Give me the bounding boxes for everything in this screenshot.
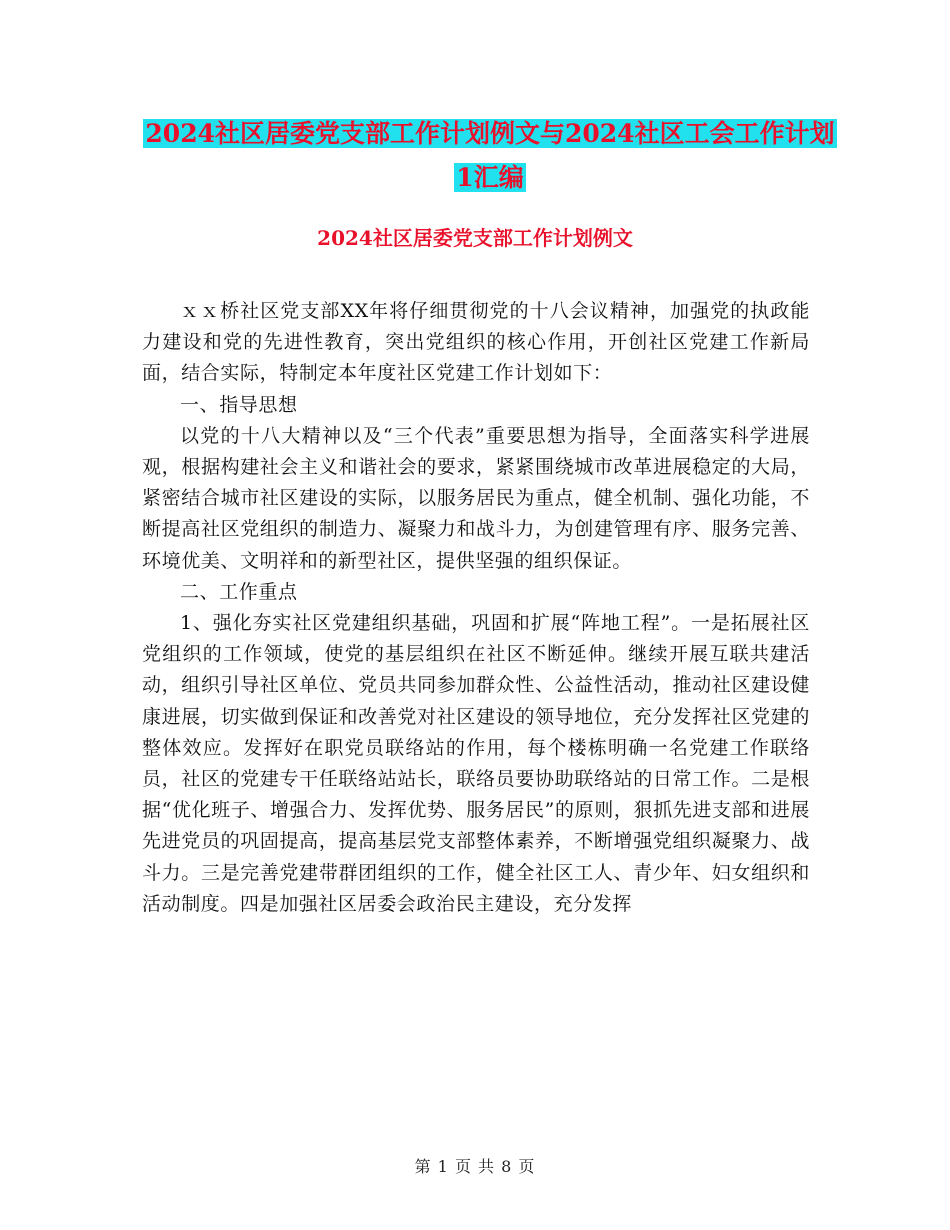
paragraph-guiding-ideology: 以党的十八大精神以及“三个代表”重要思想为指导，全面落实科学进展观，根据构建社会主义和谐社会的要求，紧紧围绕城市改革进展稳定的大局，紧密结合城市社区建设的实际，以服务居民为重点，健全机制、强化功能，不断提高社区党组织的制造力、凝聚力和战斗力，为创建管理有序、服务完善、环境优美、文明祥和的新型社区，提供坚强的组织保证。 bbox=[142, 424, 810, 572]
document-title-text: 2024社区居委党支部工作计划例文与2024社区工会工作计划 1汇编 bbox=[145, 119, 835, 192]
paragraph-intro: ｘｘ桥社区党支部XX年将仔细贯彻党的十八会议精神，加强党的执政能力建设和党的先进性教育，突出党组织的核心作用，开创社区党建工作新局面，结合实际，特制定本年度社区党建工作计划如下： bbox=[142, 300, 810, 385]
document-body bbox=[142, 296, 810, 920]
heading-guiding-ideology: 一、指导思想 bbox=[180, 393, 298, 416]
paragraph-work-focus-1: 1、强化夯实社区党建组织基础，巩固和扩展“阵地工程”。一是拓展社区党组织的工作领域，使党的基层组织在社区不断延伸。继续开展互联共建活动，组织引导社区单位、党员共同参加群众性、公益性活动，推动社区建设健康进展，切实做到保证和改善党对社区建设的领导地位，充分发挥社区党建的整体效应。发挥好在职党员联络站的作用，每个楼栋明确一名党建工作联络员，社区的党建专干任联络站站长，联络员要协助联络站的日常工作。二是根据“优化班子、增强合力、发挥优势、服务居民”的原则，狠抓先进支部和进展先进党员的巩固提高，提高基层党支部整体素养，不断增强党组织凝聚力、战斗力。三是完善党建带群团组织的工作，健全社区工人、青少年、妇女组织和活动制度。四是加强社区居委会政治民主建设，充分发挥 bbox=[142, 612, 810, 915]
document-title bbox=[140, 112, 840, 200]
heading-work-focus: 二、工作重点 bbox=[180, 580, 298, 603]
section-title: 2024社区居委党支部工作计划例文 bbox=[317, 226, 633, 250]
page-footer: 第 1 页 共 8 页 bbox=[414, 1157, 536, 1176]
